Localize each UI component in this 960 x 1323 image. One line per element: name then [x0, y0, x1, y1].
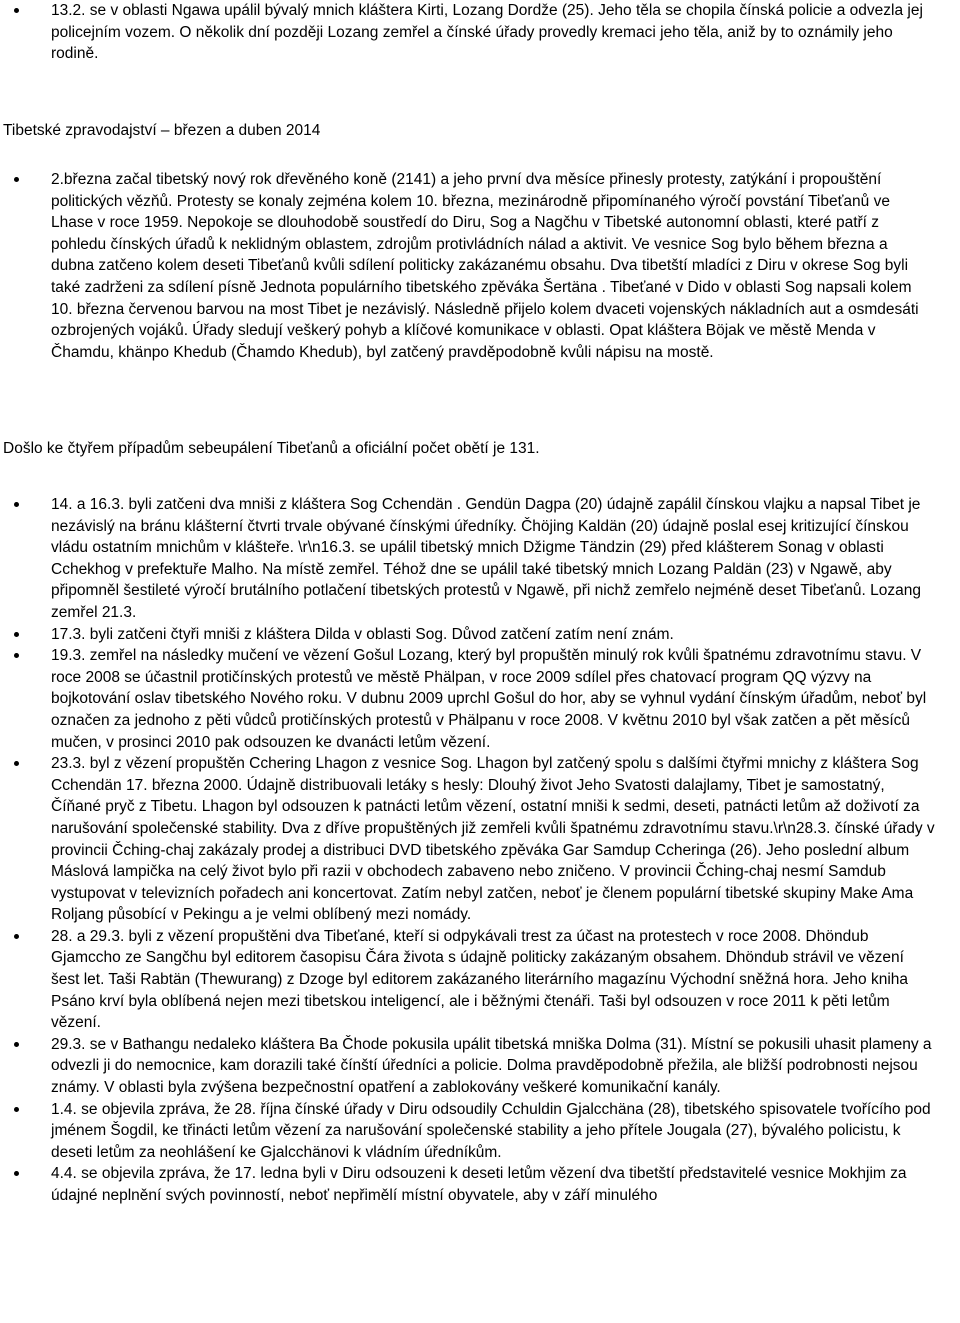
list-item	[0, 753, 935, 926]
middle-list	[0, 169, 930, 363]
list-item	[0, 645, 935, 753]
section-heading: Tibetské zpravodajství – březen a duben 2014	[3, 122, 321, 139]
bullet-icon	[14, 1171, 19, 1176]
list-item-text: 28. a 29.3. byli z vězení propuštěni dva Tibeťané, kteří si odpykávali trest za účast na protestech v roce 2008. Dhöndub Gjamccho ze Sangčhu byl editorem časopisu Čára života s údajně politicky zakázaným obsahem. Dhöndub strávil ve vězení šest let. Taši Rabtän (Thewurang) z Dzoge byl editorem zakázaného literárního magazínu Východní sněžná hora. Jeho kniha Psáno krví byla oblíbená nejen mezi tibetskou inteligencí, ale i běžnými čtenáři. Taši byl odsouzen v roce 2011 k pěti letům vězení.	[51, 927, 909, 1032]
bullet-icon	[14, 177, 19, 182]
bottom-list	[0, 494, 935, 1207]
bullet-icon	[14, 632, 19, 637]
list-item-text: 23.3. byl z vězení propuštěn Cchering Lhagon z vesnice Sog. Lhagon byl zatčený spolu s dalšími čtyřmi mnichy z kláštera Sog Cchendän 17. března 2000. Údajně distribuovali letáky s hesly: Dlouhý život Jeho Svatosti dalajlamy, Tibet je samostatný, Číňané pryč z Tibetu. Lhagon byl odsouzen k patnácti letům vězení, ostatní mniši k sedmi, deseti, patnácti letům až doživotí za narušování společenské stability. Dva z dříve propuštěných již zemřeli kvůli špatnému zdravotnímu stavu.\r\n28.3. čínské úřady v provincii Čching-chaj zakázaly prodej a distribuci DVD tibetského zpěváka Gar Samdup Ccheringa (26). Jeho poslední album Máslová lampička na celý život bylo při razii v obchodech zabaveno nebo zničeno. V provincii Čching-chaj nesmí Samdub vystupovat v televizních pořadech ani koncertovat. Zatím nebyl zatčen, neboť je členem populární tibetské skupiny Make Ama Roljang působící v Pekingu a je velmi oblíbený mezi nomády.	[51, 755, 935, 924]
list-item	[0, 1099, 935, 1164]
bullet-icon	[14, 502, 19, 507]
list-item	[0, 624, 935, 646]
bullet-icon	[14, 8, 19, 13]
list-item	[0, 1034, 935, 1099]
bullet-icon	[14, 1042, 19, 1047]
top-list	[0, 0, 935, 65]
summary-paragraph: Došlo ke čtyřem případům sebeupálení Tibeťanů a oficiální počet obětí je 131.	[3, 440, 540, 457]
list-item-text: 17.3. byli zatčeni čtyři mniši z kláštera Dilda v oblasti Sog. Důvod zatčení zatím není znám.	[51, 625, 674, 643]
list-item-text: 2.března začal tibetský nový rok dřevěného koně (2141) a jeho první dva měsíce přinesly protesty, zatýkání i propouštění politických vězňů. Protesty se konaly zejména kolem 10. března, mezinárodně připomínaného výročí povstání Tibeťanů ve Lhase v roce 1959. Nepokoje se dlouhodobě soustředí do Diru, Sog a Nagčhu v Tibetské autonomní oblasti, které patří z pohledu čínských úřadů k neklidným oblastem, zdrojům protivládních nálad a aktivit. Ve vesnice Sog bylo během března a dubna zatčeno kolem deseti Tibeťanů kvůli sdílení politicky zakázanému obsahu. Dva tibetští mladíci z Diru v okrese Sog byli také zadrženi za sdílení písně Jednota populárního tibetského zpěváka Šertäna . Tibeťané v Dido v oblasti Sog napsali kolem 10. března červenou barvou na most Tibet je nezávislý. Následně přijelo kolem dvaceti vojenských nákladních aut a osmdesáti ozbrojených vojáků. Úřady sledují veškerý pohyb a klíčové komunikace v oblasti. Opat kláštera Böjak ve městě Menda v Čhamdu, khänpo Khedub (Čhamdo Khedub), byl zatčený pravděpodobně kvůli nápisu na mostě.	[51, 171, 919, 361]
bullet-icon	[14, 1107, 19, 1112]
list-item-text: 1.4. se objevila zpráva, že 28. října čínské úřady v Diru odsoudily Cchuldin Gjalcchäna (28), tibetského spisovatele tvořícího pod jménem Šogdil, ke třinácti letům vězení za narušování společenské stability a jeho přítele Jougala (27), bývalého policistu, k deseti letům za neohlášení ke Gjalcchänovi k vládním úředníkům.	[51, 1100, 931, 1161]
list-item-text: 29.3. se v Bathangu nedaleko kláštera Ba Čhode pokusila upálit tibetská mniška Dolma (31). Místní se pokusili uhasit plameny a odvezli ji do nemocnice, kam dorazili také čínští úředníci a policie. Dolma pravděpodobně přežila, ale bližší podrobnosti nejsou známy. V oblasti byla zvýšena bezpečnostní opatření a zablokovány veškeré komunikační kanály.	[51, 1035, 932, 1097]
list-item	[0, 494, 935, 624]
list-item	[0, 0, 935, 65]
list-item	[0, 1163, 935, 1206]
bullet-icon	[14, 934, 19, 939]
bullet-icon	[14, 653, 19, 658]
list-item	[0, 169, 930, 363]
list-item	[0, 926, 935, 1034]
list-item-text: 19.3. zemřel na následky mučení ve vězení Gošul Lozang, který byl propuštěn minulý rok kvůli špatnému zdravotnímu stavu. V roce 2008 se účastnil protičínských protestů ve městě Phälpan, v roce 2009 sdílel přes chatovací program QQ výzvy na bojkotování oslav tibetského Nového roku. V dubnu 2009 uprchl Gošul do hor, aby se vyhnul vydání čínským úřadům, neboť byl označen za jednoho z pěti vůdců protičínských protestů v Phälpanu v roce 2008. V květnu 2010 byl však zatčen a pět měsíců mučen, v prosinci 2010 pak odsouzen ke dvanácti letům vězení.	[51, 647, 927, 751]
bullet-icon	[14, 761, 19, 766]
list-item-text: 13.2. se v oblasti Ngawa upálil bývalý mnich kláštera Kirti, Lozang Dordže (25). Jeho těla se chopila čínská policie a odvezla jej policejním vozem. O několik dní později Lozang zemřel a čínské úřady provedly kremaci jeho těla, aniž by to oznámily jeho rodině.	[51, 2, 923, 63]
list-item-text: 4.4. se objevila zpráva, že 17. ledna byli v Diru odsouzeni k deseti letům vězení dva tibetští představitelé vesnice Mokhjim za údajné neplnění svých povinností, neboť nepřimělí místní obyvatele, aby v září minulého	[51, 1165, 907, 1204]
list-item-text: 14. a 16.3. byli zatčeni dva mniši z kláštera Sog Cchendän . Gendün Dagpa (20) údajně zapálil čínskou vlajku a napsal Tibet je nezávislý na bránu klášterní čtvrti trvale obývané čínskými úředníky. Čhöjing Kaldän (20) údajně poslal esej kritizující čínskou vládu ostatním mnichům v klášteře. \r\n16.3. se upálil tibetský mnich Džigme Tändzin (29) před klášterem Sonag v oblasti Cchekhog v prefektuře Malho. Na místě zemřel. Téhož dne se upálil také tibetský mnich Lozang Paldän (23) v Ngawě, aby připomněl šestileté výročí brutálního potlačení tibetských protestů v Ngawě, při nichž zemřelo nejméně deset Tibeťanů. Lozang zemřel 21.3.	[51, 496, 921, 621]
